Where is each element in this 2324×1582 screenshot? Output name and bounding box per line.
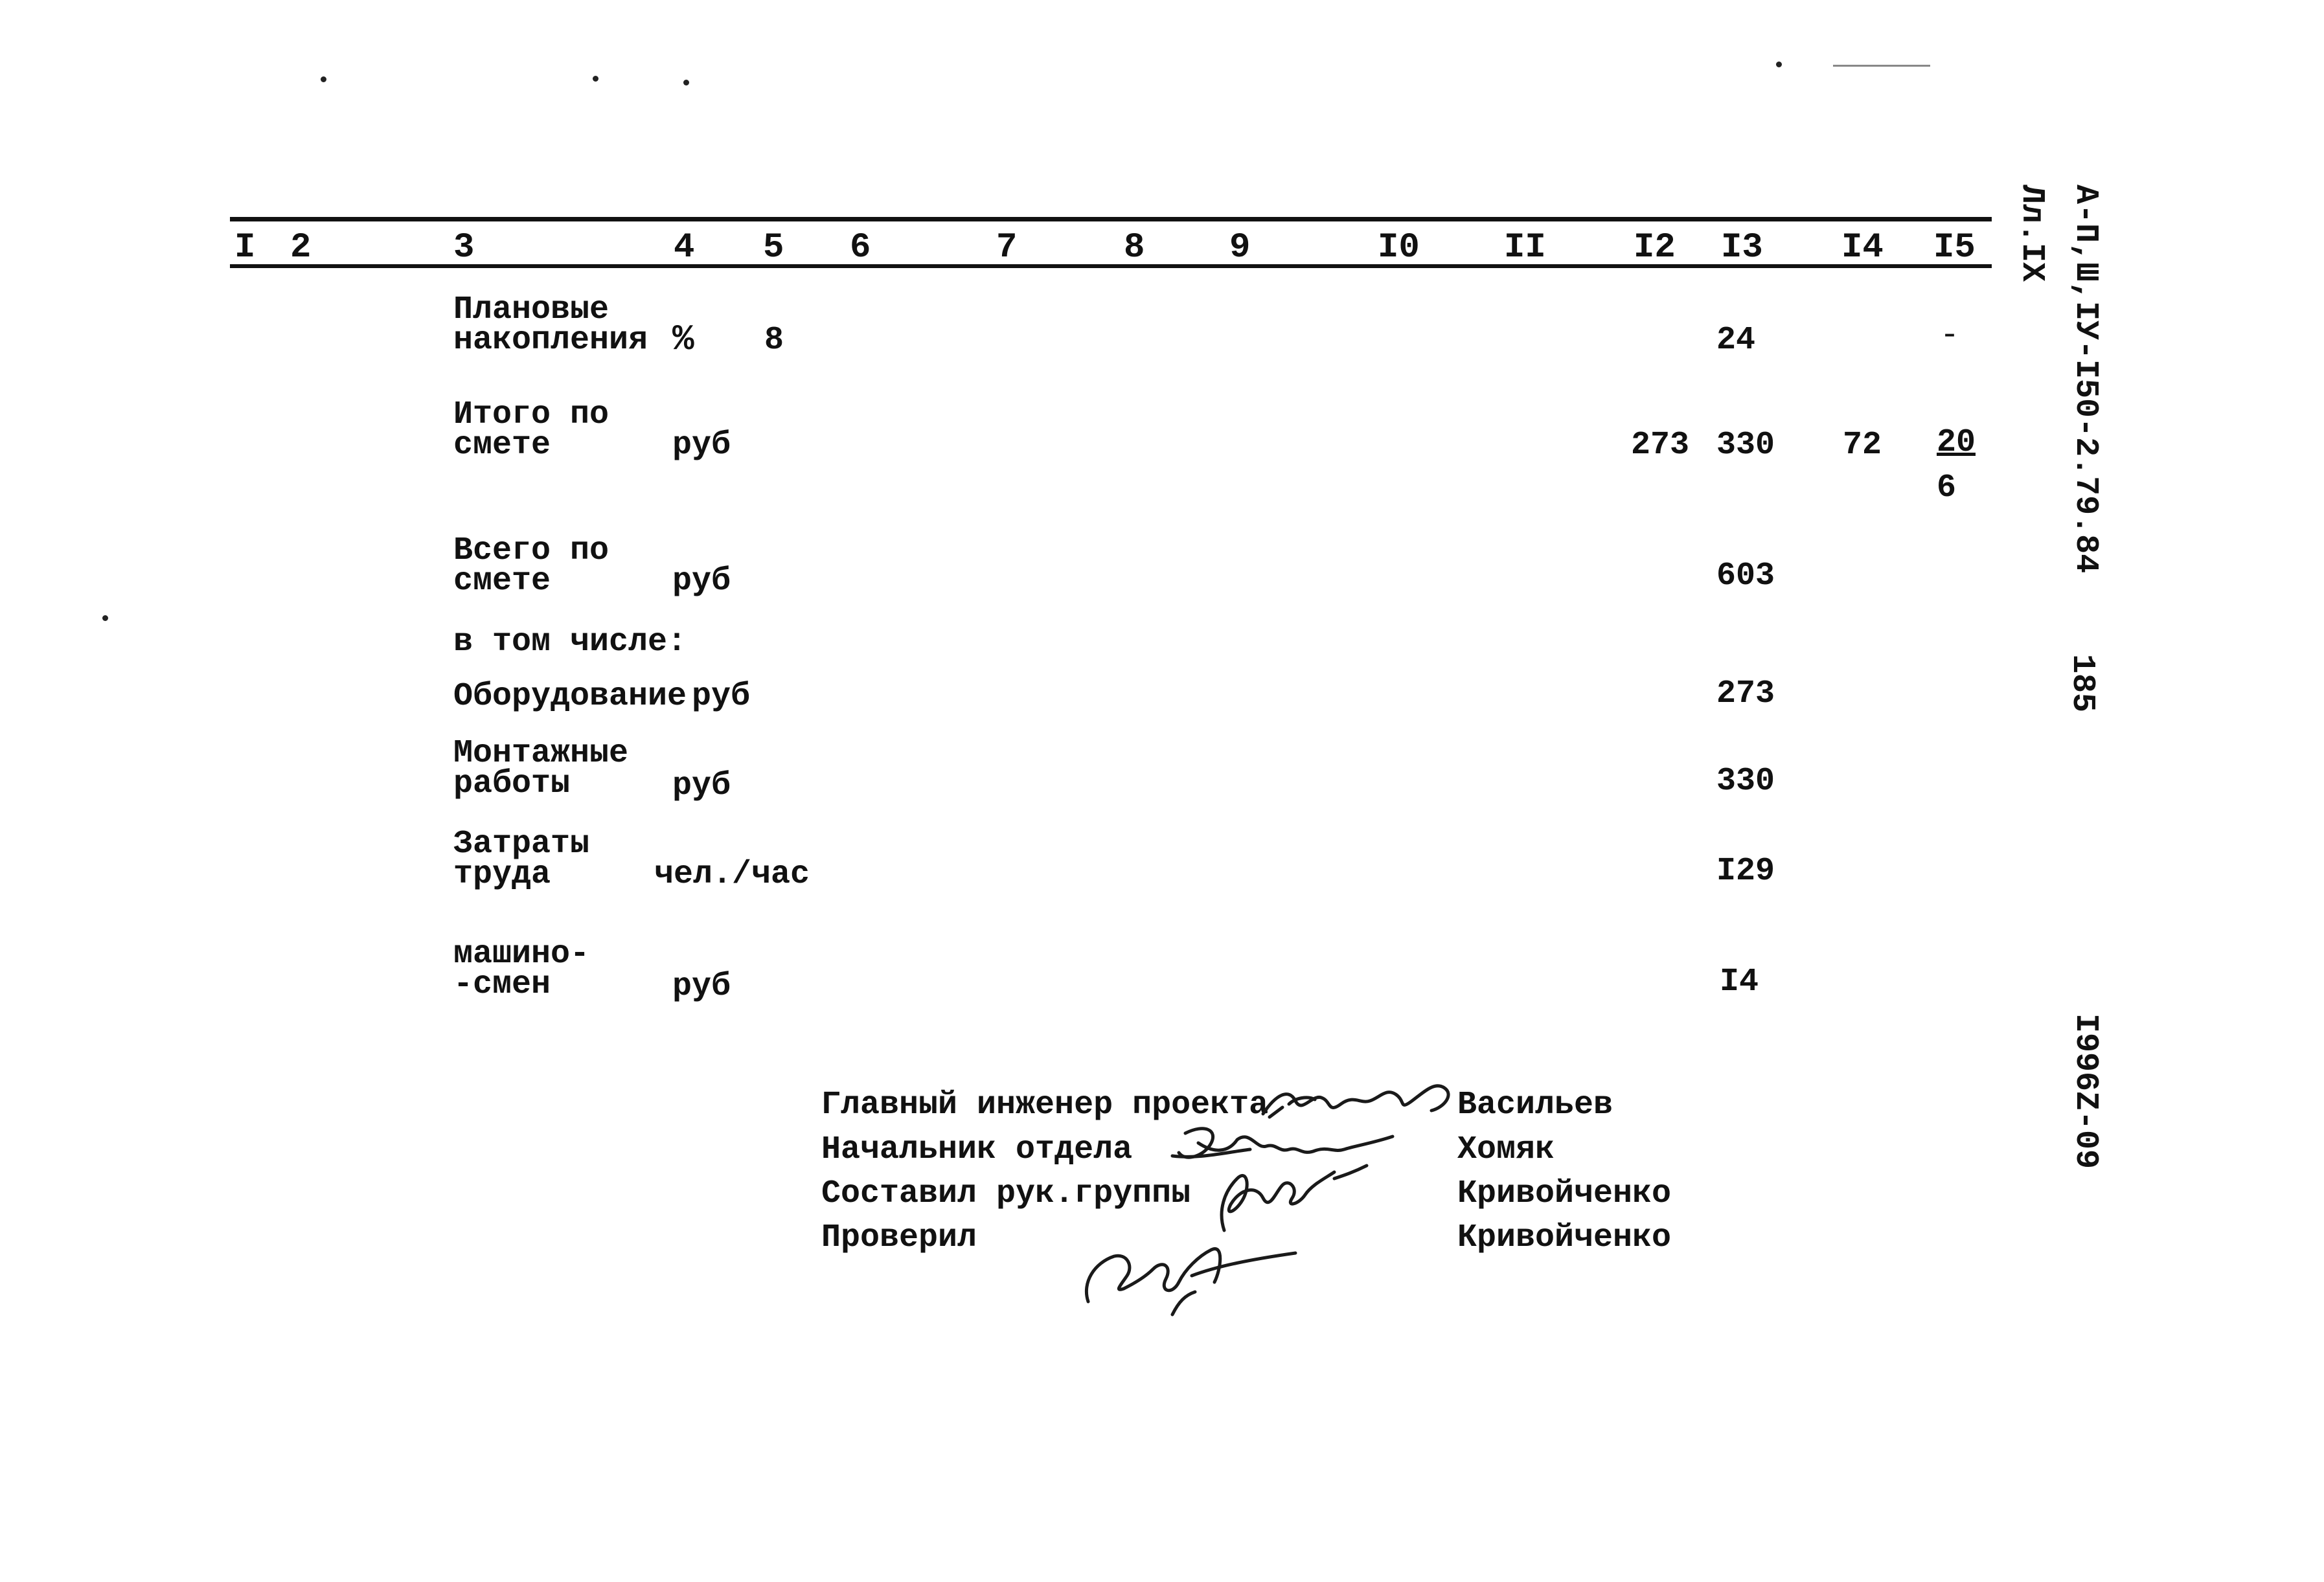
column-number: II — [1504, 228, 1546, 267]
row-unit: руб — [672, 427, 731, 464]
margin-sheet: Лл.IX — [2013, 185, 2050, 282]
table-top-rule — [230, 217, 1992, 221]
row-value-col13: 24 — [1716, 322, 1756, 359]
row-value-col15-top: 20 — [1937, 424, 1976, 461]
signature-name: Кривойченко — [1457, 1175, 1672, 1212]
column-number: 6 — [850, 228, 871, 267]
row-name-line: машино- — [453, 936, 590, 973]
row-unit: руб — [672, 767, 731, 804]
row-value-col15-bottom: 6 — [1937, 469, 1957, 506]
scan-smudge — [1833, 65, 1930, 67]
column-number: I0 — [1378, 228, 1420, 267]
scan-speck — [102, 615, 108, 621]
column-number: I — [234, 228, 256, 267]
row-unit: руб — [672, 563, 731, 600]
signature-name: Кривойченко — [1457, 1219, 1672, 1256]
row-name-line: работы — [453, 765, 571, 802]
row-value-col13: 330 — [1716, 427, 1775, 464]
scan-speck — [1776, 62, 1782, 67]
column-number: 2 — [290, 228, 312, 267]
row-name-line: Монтажные — [453, 735, 629, 772]
scan-speck — [683, 80, 689, 85]
row-name-line: Плановые — [453, 291, 609, 328]
signature-role: Составил рук.группы — [821, 1175, 1191, 1212]
margin-page-number: 185 — [2064, 654, 2101, 713]
row-unit: % — [672, 319, 694, 360]
column-number: 7 — [996, 228, 1018, 267]
margin-document-number: I996Z-09 — [2067, 1013, 2104, 1170]
row-name-line: труда — [453, 856, 551, 893]
row-name-line: смете — [453, 563, 551, 600]
column-number: 8 — [1124, 228, 1145, 267]
row-name-line: накопления — [453, 322, 648, 359]
row-name-line: Итого по — [453, 396, 609, 433]
column-number: 5 — [763, 228, 784, 267]
signature-name: Васильев — [1457, 1087, 1613, 1124]
including-label: в том числе: — [453, 624, 687, 661]
signature-role: Главный инженер проекта — [821, 1087, 1269, 1124]
row-value-col12: 273 — [1631, 427, 1690, 464]
row-value-col13: 330 — [1716, 763, 1775, 800]
row-value-col13: 273 — [1716, 675, 1775, 712]
column-number: I4 — [1841, 228, 1884, 267]
row-value-col5: 8 — [764, 322, 784, 359]
row-value-col15: - — [1940, 317, 1960, 354]
column-number: I5 — [1933, 228, 1976, 267]
row-unit: руб — [692, 678, 751, 715]
row-name-line: Оборудование — [453, 678, 687, 715]
row-unit: чел./час — [654, 856, 810, 893]
row-unit: руб — [672, 968, 731, 1005]
signature-name: Хомяк — [1457, 1131, 1555, 1168]
signature-role: Начальник отдела — [821, 1131, 1133, 1168]
row-name-line: Всего по — [453, 532, 609, 569]
column-number: I2 — [1634, 228, 1676, 267]
row-name-line: Затраты — [453, 826, 590, 863]
row-value-col14: 72 — [1843, 427, 1882, 464]
signature-role: Проверил — [821, 1219, 977, 1256]
handwritten-signature — [1075, 1230, 1308, 1321]
column-number: I3 — [1721, 228, 1763, 267]
margin-document-code: А-П,Ш,IУ-I50-2.79.84 — [2067, 185, 2104, 574]
row-value-col13: 603 — [1716, 558, 1775, 594]
row-name-line: смете — [453, 427, 551, 464]
row-value-col13: I29 — [1716, 853, 1775, 890]
scan-speck — [593, 76, 598, 82]
column-number: 4 — [674, 228, 695, 267]
row-name-line: -смен — [453, 966, 551, 1003]
scan-speck — [321, 76, 326, 82]
column-number: 3 — [453, 228, 475, 267]
column-number: 9 — [1229, 228, 1251, 267]
row-value-col13: I4 — [1720, 964, 1759, 1000]
